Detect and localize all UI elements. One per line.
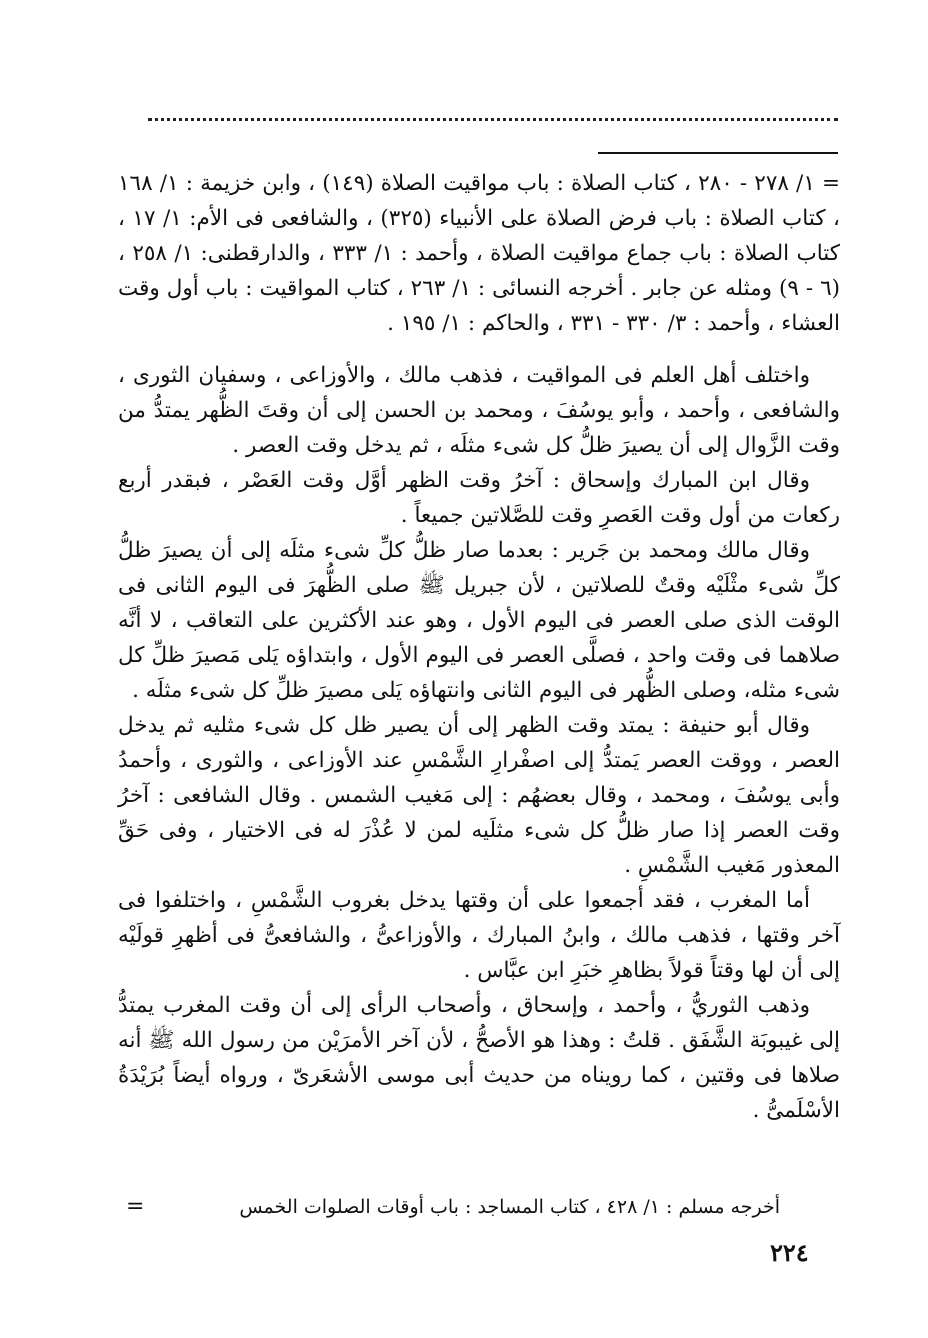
footnote-rule bbox=[598, 152, 838, 154]
dotted-separator bbox=[148, 118, 838, 121]
paragraph-times-of-dhuhr: واختلف أهل العلم فى المواقيت ، فذهب مالك ، والأوزاعى ، وسفيان الثورى ، والشافعى ، وأحمد ، وأبو يوسُفَ ، ومحمد بن الحسن إلى أن وقتَ الظُّهر يمتدُّ من وقت الزَّوال إلى أن يصيرَ ظلُّ كل شىء مثلَه ، ثم يدخل وقت العصر . bbox=[118, 363, 840, 458]
page-number: ٢٢٤ bbox=[770, 1238, 809, 1267]
footnote-continuation-mark: = bbox=[126, 1194, 145, 1219]
footnote-text: أخرجه مسلم : ١/ ٤٢٨ ، كتاب المساجد : باب أوقات الصلوات الخمس bbox=[239, 1196, 780, 1218]
paragraph-abu-hanifa: وقال أبو حنيفة : يمتد وقت الظهر إلى أن يصير ظل كل شىء مثليه ثم يدخل العصر ، ووقت العصر يَمتدُّ إلى اصفْرارِ الشَّمْسِ عند الأوزاعى ، والثورى ، وأحمدُ وأبى يوسُفَ ، ومحمد ، وقال بعضهُم : إلى مَغيب الشمس . وقال الشافعى : آخرُ وقت العصر إذا صار ظلُّ كل شىء مثلَيه لمن لا عُذْرَ له فى الاختيار ، وفى حَقِّ المعذور مَغيب الشَّمْسِ . bbox=[118, 713, 840, 878]
paragraph-thawri: وذهب الثوريُّ ، وأحمد ، وإسحاق ، وأصحاب الرأى إلى أن وقت المغرب يمتدُّ إلى غيبوبَة الشَّفَق . قلتُ : وهذا هو الأصحُّ ، لأن آخر الأمرَيْن من رسول الله ﷺ أنه صلاها فى وقتين ، كما رويناه من حديث أبى موسى الأشعَرىّ ، ورواه أيضاً بُرَيْدَةُ الأسْلَمىُّ . bbox=[118, 993, 840, 1123]
paragraph-malik-jarir: وقال مالك ومحمد بن جَرير : بعدما صار ظلُّ كلِّ شىء مثلَه إلى أن يصيرَ ظلُّ كلِّ شىء مثْلَيْه وقتٌ للصلاتين ، لأن جبريل ﷺ صلى الظُّهرَ فى اليوم الثانى فى الوقت الذى صلى العصر فى اليوم الأول ، وهو عند الأكثرين على التعاقب ، لا أنَّه صلاهما فى وقت واحد ، فصلَّى العصر فى اليوم الأول ، وابتداؤه يَلى مَصيرَ ظلِّ كل شىء مثله، وصلى الظُّهر فى اليوم الثانى وانتهاؤه يَلى مصيرَ ظلِّ كل شىء مثلَه . bbox=[118, 538, 840, 703]
footnote-continuation-text: = ١/ ٢٧٨ - ٢٨٠ ، كتاب الصلاة : باب مواقيت الصلاة (١٤٩) ، وابن خزيمة : ١/ ١٦٨ ، كتاب الصلاة : باب فرض الصلاة على الأنبياء (٣٢٥) ، والشافعى فى الأم: ١/ ١٧ ، كتاب الصلاة : باب جماع مواقيت الصلاة ، وأحمد : ١/ ٣٣٣ ، والدارقطنى: ١/ ٢٥٨ ، (٦ - ٩) ومثله عن جابر . أخرجه النسائى : ١/ ٢٦٣ ، كتاب المواقيت : باب أول وقت العشاء ، وأحمد : ٣/ ٣٣٠ - ٣٣١ ، والحاكم : ١/ ١٩٥ . bbox=[118, 171, 841, 336]
continued-footnotes bbox=[118, 166, 840, 341]
paragraph-maghrib: أما المغرب ، فقد أجمعوا على أن وقتها يدخل بغروب الشَّمْسِ ، واختلفوا فى آخر وقتها ، فذهب مالك ، وابنُ المبارك ، والأوزاعىُّ ، والشافعىُّ فى أظهرِ قولَيْه إلى أن لها وقتاً قولاً بظاهرِ خبَرِ ابن عبَّاس . bbox=[118, 888, 840, 983]
main-text bbox=[118, 358, 840, 1128]
paragraph-ibn-mubarak: وقال ابن المبارك وإسحاق : آخرُ وقت الظهر أوَّل وقت العَصْر ، فبقدر أربع ركعات من أول وقت العَصرِ وقت للصَّلاتين جميعاً . bbox=[118, 468, 840, 528]
footnote bbox=[118, 1192, 840, 1222]
